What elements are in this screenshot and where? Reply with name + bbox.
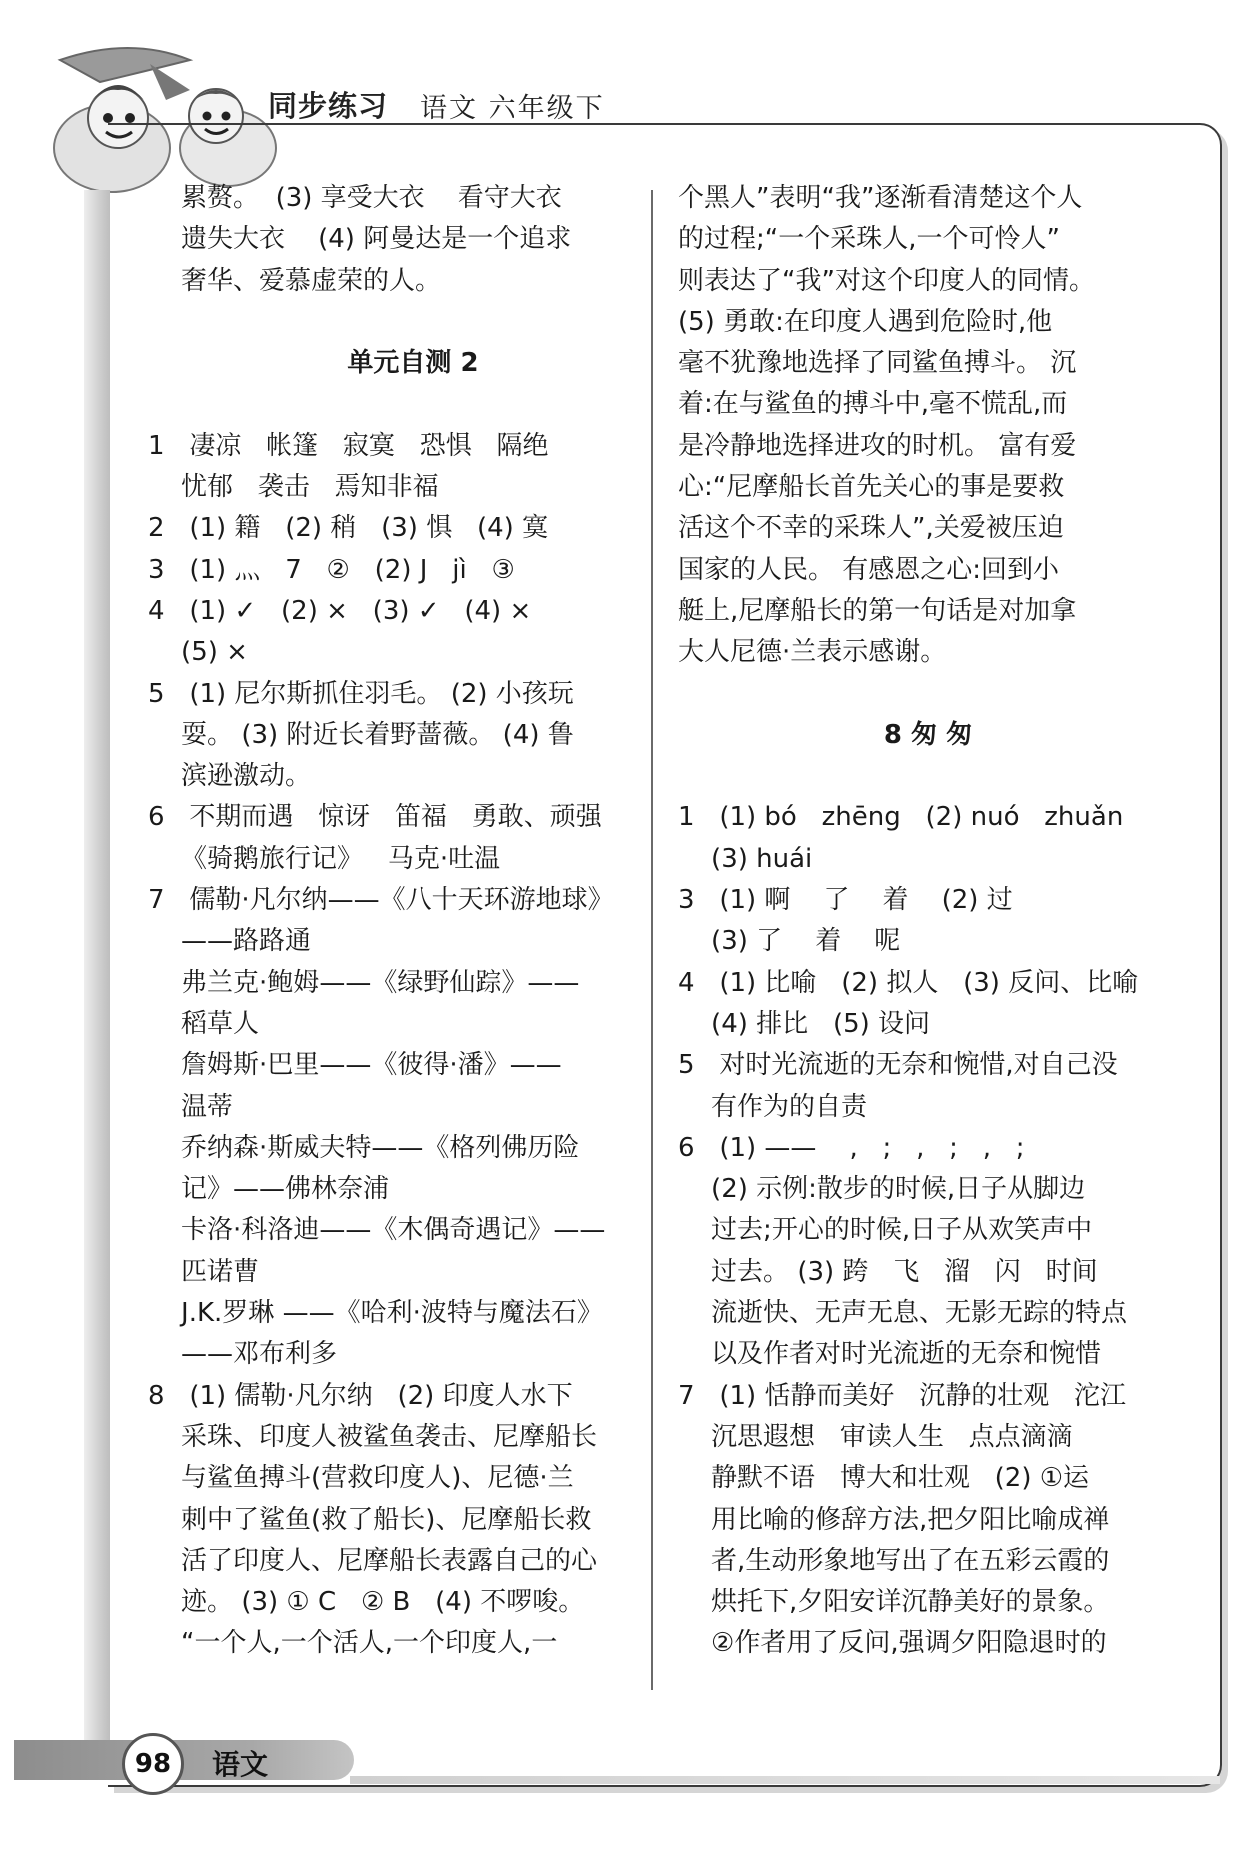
answer-line: (4) 排比 (5) 设问 [678,1008,931,1039]
answer-line: J.K.罗琳 ——《哈利·波特与魔法石》 [148,1298,603,1329]
answer-line: 8 (1) 儒勒·凡尔纳 (2) 印度人水下 [148,1380,573,1411]
answer-line: ——路路通 [148,926,312,957]
answer-line: 稻草人 [148,1008,260,1039]
answer-line: (5) × [148,637,248,668]
answer-line: 卡洛·科洛迪——《木偶奇遇记》—— [148,1215,606,1246]
section-title: 单元自测 2 [347,348,479,379]
footer-shadow [350,1776,1220,1784]
answer-line: ——邓布利多 [148,1339,338,1370]
answer-line: 5 (1) 尼尔斯抓住羽毛。 (2) 小孩玩 [148,678,574,709]
answer-line: 3 (1) 啊 了 着 (2) 过 [678,885,1013,916]
spacer [148,384,638,425]
answer-line: 烘托下,夕阳安详沉静美好的景象。 [678,1587,1110,1618]
answer-line: 温蒂 [148,1091,234,1122]
answer-line: “一个人,一个活人,一个印度人,一 [148,1628,558,1659]
answer-line: (3) 了 着 呢 [678,926,901,957]
answer-line: (2) 示例:散步的时候,日子从脚边 [678,1174,1086,1205]
answer-line: 过去;开心的时候,日子从欢笑声中 [678,1215,1093,1246]
answer-line: (3) huái [678,843,813,874]
footer-bar [14,1740,354,1780]
answer-line: 1 (1) bó zhēng (2) nuó zhuǎn [678,802,1124,833]
answer-line: 滨逊激动。 [148,761,312,792]
answer-column-right [678,178,1178,1665]
answer-line: 詹姆斯·巴里——《彼得·潘》—— [148,1050,562,1081]
answer-line: 者,生动形象地写出了在五彩云霞的 [678,1545,1110,1576]
answer-line: 活这个不幸的采珠人”,关爱被压迫 [678,513,1064,544]
answer-line: 国家的人民。 有感恩之心:回到小 [678,554,1060,585]
spacer [678,756,1178,797]
series-title: 同步练习 [268,89,389,123]
column-divider [651,190,653,1690]
answer-line: 奢华、爱慕虚荣的人。 [148,265,442,296]
answer-line: 过去。 (3) 跨 飞 溜 闪 时间 [678,1256,1098,1287]
answer-line: 个黑人”表明“我”逐渐看清楚这个人 [678,183,1083,213]
page-edge-bar [84,190,110,1750]
answer-line: 流逝快、无声无息、无影无踪的特点 [678,1298,1128,1329]
answer-line: 1 凄凉 帐篷 寂寞 恐惧 隔绝 [148,430,549,461]
answer-line: 大人尼德·兰表示感谢。 [678,637,947,668]
answer-line: (5) 勇敢:在印度人遇到危险时,他 [678,306,1053,337]
answer-column-left [148,178,638,1665]
answer-line: 迹。 (3) ① C ② B (4) 不啰唆。 [148,1587,585,1618]
answer-line: 刺中了鲨鱼(救了船长)、尼摩船长救 [148,1504,592,1535]
spacer [678,674,1178,715]
spacer [148,302,638,343]
answer-line: 沉思遐想 审读人生 点点滴滴 [678,1421,1073,1452]
section-title: 8 匆 匆 [883,719,973,750]
answer-line: 匹诺曹 [148,1256,260,1287]
answer-line: 与鲨鱼搏斗(营救印度人)、尼德·兰 [148,1463,574,1494]
answer-line: 4 (1) ✓ (2) × (3) ✓ (4) × [148,595,532,626]
answer-line: 乔纳森·斯威夫特——《格列佛历险 [148,1132,580,1163]
answer-line: 7 (1) 恬静而美好 沉静的壮观 沱江 [678,1380,1127,1411]
answer-line: 6 不期而遇 惊讶 笛福 勇敢、顽强 [148,802,602,833]
page-number: 98 [122,1733,184,1795]
subject-grade: 语文 六年级下 [420,93,605,124]
answer-line: 心:“尼摩船长首先关心的事是要救 [678,472,1065,503]
answer-line: 2 (1) 籍 (2) 稍 (3) 惧 (4) 寞 [148,513,549,544]
answer-line: 5 对时光流逝的无奈和惋惜,对自己没 [678,1050,1118,1081]
answer-line: 7 儒勒·凡尔纳——《八十天环游地球》 [148,885,614,916]
answer-line: 3 (1) 灬 7 ② (2) J jì ③ [148,554,515,585]
answer-line: 弗兰克·鲍姆——《绿野仙踪》—— [148,967,580,998]
answer-line: 耍。 (3) 附近长着野蔷薇。 (4) 鲁 [148,719,574,750]
answer-line: 是冷静地选择进攻的时机。 富有爱 [678,430,1077,461]
answer-line: 用比喻的修辞方法,把夕阳比喻成禅 [678,1504,1110,1535]
answer-line: 则表达了“我”对这个印度人的同情。 [678,265,1095,296]
answer-line: 《骑鹅旅行记》 马克·吐温 [148,843,501,874]
footer-subject: 语文 [212,1748,269,1781]
answer-line: 4 (1) 比喻 (2) 拟人 (3) 反问、比喻 [678,967,1139,998]
answer-line: 毫不犹豫地选择了同鲨鱼搏斗。 沉 [678,348,1077,379]
answer-line: ②作者用了反问,强调夕阳隐退时的 [678,1628,1107,1659]
answer-line: 累赘。 (3) 享受大衣 看守大衣 [148,183,562,213]
answer-line: 着:在与鲨鱼的搏斗中,毫不慌乱,而 [678,389,1068,420]
answer-line: 以及作者对时光流逝的无奈和惋惜 [678,1339,1102,1370]
answer-line: 静默不语 博大和壮观 (2) ①运 [678,1463,1090,1494]
answer-line: 活了印度人、尼摩船长表露自己的心 [148,1545,598,1576]
answer-line: 的过程;“一个采珠人,一个可怜人” [678,224,1060,255]
answer-line: 艇上,尼摩船长的第一句话是对加拿 [678,595,1077,626]
answer-line: 遗失大衣 (4) 阿曼达是一个追求 [148,224,572,255]
answer-line: 记》——佛林奈浦 [148,1174,390,1205]
answer-line: 有作为的自责 [678,1091,868,1122]
answer-line: 6 (1) —— , ; , ; , ; [678,1132,1025,1163]
answer-line: 忧郁 袭击 焉知非福 [148,472,439,503]
answer-line: 采珠、印度人被鲨鱼袭击、尼摩船长 [148,1421,598,1452]
